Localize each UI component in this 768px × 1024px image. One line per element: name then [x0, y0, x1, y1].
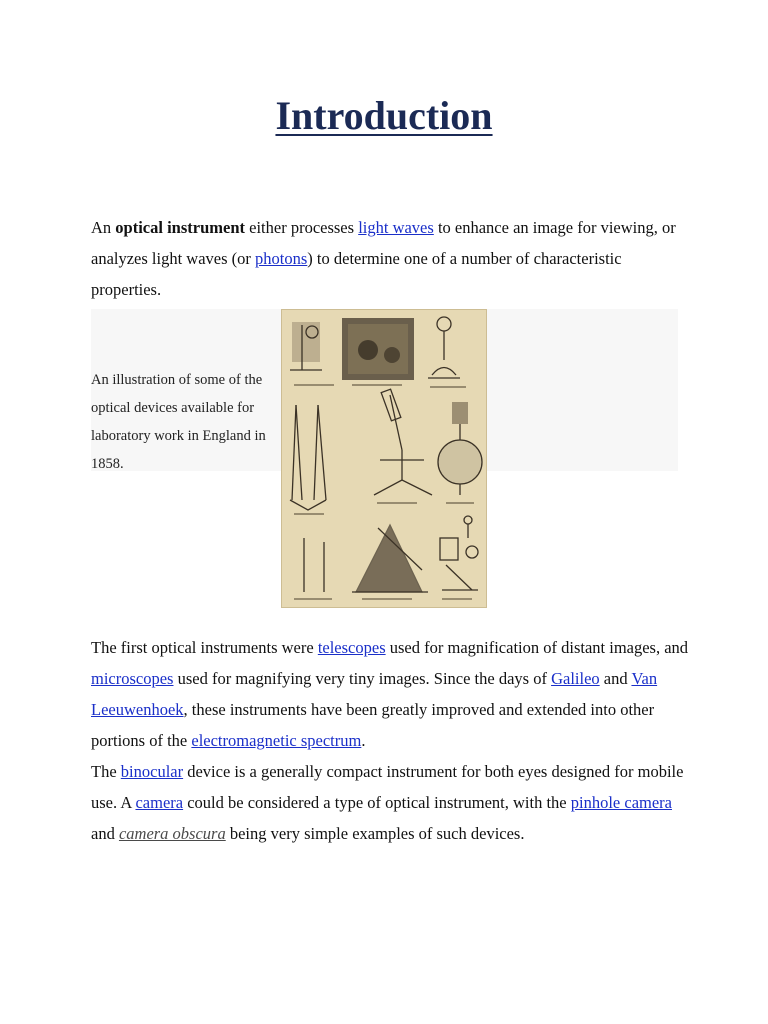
text-run: ) to determine one of a number of characteristic properties.	[91, 249, 622, 299]
text-run: either processes	[245, 218, 359, 237]
link-electromagnetic-spectrum[interactable]: electromagnetic spectrum	[191, 731, 362, 750]
link-microscopes[interactable]: microscopes	[91, 669, 174, 688]
text-run: used for magnifying very tiny images. Since the days of	[173, 669, 552, 688]
text-run: , these instruments have been greatly improved and extended into other portions of the	[91, 700, 655, 750]
term-optical-instrument: optical instrument	[115, 218, 246, 237]
history-paragraph	[91, 632, 691, 849]
link-telescopes[interactable]: telescopes	[317, 638, 386, 657]
page-title: Introduction	[275, 93, 493, 138]
text-run: device is a generally compact instrument for both eyes designed for mobile use. A	[91, 762, 684, 812]
link-galileo[interactable]: Galileo	[551, 669, 600, 688]
text-run: being very simple examples of such devices.	[225, 824, 525, 843]
text-run: The	[91, 762, 121, 781]
link-photons[interactable]: photons	[255, 249, 308, 268]
text-run: .	[361, 731, 366, 750]
optical-devices-engraving-icon	[281, 309, 487, 608]
text-run: and	[599, 669, 632, 688]
text-run: An	[91, 218, 116, 237]
link-van-leeuwenhoek[interactable]: Van Leeuwenhoek	[91, 669, 658, 719]
link-pinhole-camera[interactable]: pinhole camera	[570, 793, 672, 812]
intro-paragraph	[91, 212, 691, 305]
text-run: to enhance an image for viewing, or analyzes light waves (or	[91, 218, 676, 268]
link-binocular[interactable]: binocular	[120, 762, 184, 781]
link-camera[interactable]: camera	[135, 793, 184, 812]
figure-caption: An illustration of some of the optical devices available for laboratory work in England in 1858.	[91, 372, 266, 472]
link-light-waves[interactable]: light waves	[358, 218, 434, 237]
text-run: could be considered a type of optical instrument, with the	[183, 793, 571, 812]
text-run: The first optical instruments were	[91, 638, 318, 657]
text-run: used for magnification of distant images, and	[385, 638, 689, 657]
text-run: and	[91, 824, 119, 843]
link-camera-obscura[interactable]: camera obscura	[118, 824, 226, 843]
